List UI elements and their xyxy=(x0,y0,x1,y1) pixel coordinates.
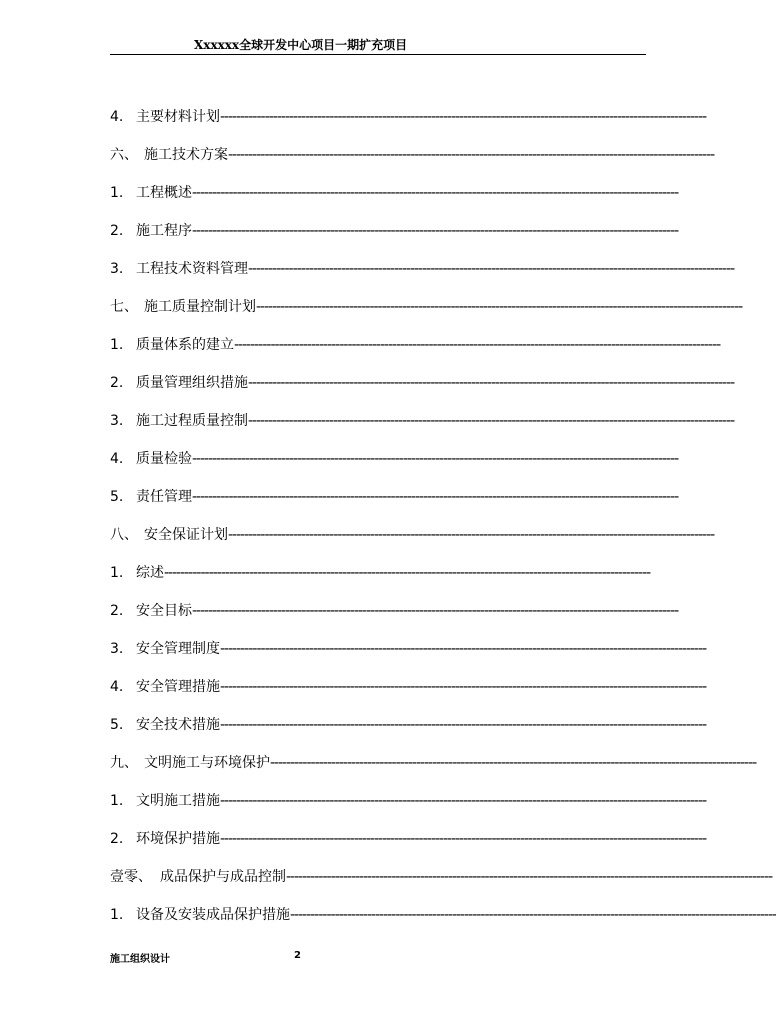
toc-dot-leader: ------------------------------------------------------------------------------------------------------------------------ xyxy=(286,869,773,885)
toc-entry-title: 设备及安装成品保护措施 xyxy=(136,907,290,923)
page-header xyxy=(110,34,646,55)
toc-entry-number: 1. xyxy=(110,907,124,923)
toc-dot-leader: ------------------------------------------------------------------------------------------------------------------------ xyxy=(220,717,707,733)
toc-dot-leader: ------------------------------------------------------------------------------------------------------------------------ xyxy=(220,641,707,657)
page-number: 2 xyxy=(294,950,301,961)
toc-entry-title: 环境保护措施 xyxy=(136,831,220,847)
toc-entry-number: 4. xyxy=(110,109,124,125)
toc-entry-title: 文明施工措施 xyxy=(136,793,220,809)
toc-entry[interactable] xyxy=(110,678,707,716)
document-title: Xxxxxx全球开发中心项目一期扩充项目 xyxy=(194,38,408,52)
toc-entry-number: 4. xyxy=(110,451,124,467)
toc-dot-leader: ------------------------------------------------------------------------------------------------------------------------ xyxy=(228,527,715,543)
toc-dot-leader: ------------------------------------------------------------------------------------------------------------------------ xyxy=(220,679,707,695)
toc-entry-title: 施工过程质量控制 xyxy=(136,413,248,429)
toc-entry-title: 责任管理 xyxy=(136,489,192,505)
toc-entry[interactable] xyxy=(110,526,715,564)
toc-entry-number: 5. xyxy=(110,717,124,733)
toc-entry-title: 施工技术方案 xyxy=(144,147,228,163)
toc-entry-number: 1. xyxy=(110,185,124,201)
toc-entry-number: 六、 xyxy=(110,147,138,163)
toc-entry-number: 3. xyxy=(110,413,124,429)
toc-entry[interactable] xyxy=(110,640,707,678)
toc-entry[interactable] xyxy=(110,336,721,374)
toc-entry-number: 2. xyxy=(110,375,124,391)
table-of-contents xyxy=(110,108,776,944)
toc-dot-leader: ------------------------------------------------------------------------------------------------------------------------ xyxy=(192,223,679,239)
toc-entry[interactable] xyxy=(110,374,735,412)
toc-entry-title: 质量体系的建立 xyxy=(136,337,234,353)
toc-entry[interactable] xyxy=(110,146,715,184)
toc-entry[interactable] xyxy=(110,564,651,602)
toc-entry-number: 2. xyxy=(110,603,124,619)
toc-entry-title: 工程技术资料管理 xyxy=(136,261,248,277)
toc-entry-title: 工程概述 xyxy=(136,185,192,201)
toc-entry[interactable] xyxy=(110,830,707,868)
toc-dot-leader: ------------------------------------------------------------------------------------------------------------------------ xyxy=(270,755,757,771)
toc-entry-title: 质量管理组织措施 xyxy=(136,375,248,391)
toc-entry-number: 九、 xyxy=(110,755,138,771)
toc-entry-number: 1. xyxy=(110,337,124,353)
toc-entry-number: 2. xyxy=(110,831,124,847)
toc-entry-title: 安全目标 xyxy=(136,603,192,619)
toc-entry-number: 4. xyxy=(110,679,124,695)
toc-entry-title: 成品保护与成品控制 xyxy=(160,869,286,885)
toc-entry-number: 5. xyxy=(110,489,124,505)
toc-dot-leader: ------------------------------------------------------------------------------------------------------------------------ xyxy=(192,489,679,505)
toc-dot-leader: ------------------------------------------------------------------------------------------------------------------------ xyxy=(192,603,679,619)
toc-entry[interactable] xyxy=(110,602,679,640)
toc-entry[interactable] xyxy=(110,222,679,260)
toc-entry-title: 质量检验 xyxy=(136,451,192,467)
toc-entry-title: 施工程序 xyxy=(136,223,192,239)
toc-entry-title: 施工质量控制计划 xyxy=(144,299,256,315)
toc-dot-leader: ------------------------------------------------------------------------------------------------------------------------ xyxy=(256,299,743,315)
toc-dot-leader: ------------------------------------------------------------------------------------------------------------------------ xyxy=(220,831,707,847)
toc-dot-leader: ------------------------------------------------------------------------------------------------------------------------ xyxy=(228,147,715,163)
toc-dot-leader: ------------------------------------------------------------------------------------------------------------------------ xyxy=(234,337,721,353)
toc-entry-title: 主要材料计划 xyxy=(136,109,220,125)
toc-entry-title: 综述 xyxy=(136,565,164,581)
toc-entry[interactable] xyxy=(110,260,735,298)
toc-entry[interactable] xyxy=(110,298,743,336)
toc-entry[interactable] xyxy=(110,868,773,906)
toc-entry-number: 八、 xyxy=(110,527,138,543)
toc-entry[interactable] xyxy=(110,450,679,488)
toc-entry-number: 2. xyxy=(110,223,124,239)
toc-entry-number: 3. xyxy=(110,641,124,657)
toc-dot-leader: ------------------------------------------------------------------------------------------------------------------------ xyxy=(248,261,735,277)
toc-entry-title: 安全保证计划 xyxy=(144,527,228,543)
toc-dot-leader: ------------------------------------------------------------------------------------------------------------------------ xyxy=(248,413,735,429)
toc-entry[interactable] xyxy=(110,412,735,450)
toc-entry[interactable] xyxy=(110,488,679,526)
footer-document-type: 施工组织设计 xyxy=(110,954,170,965)
toc-dot-leader: ------------------------------------------------------------------------------------------------------------------------ xyxy=(248,375,735,391)
toc-entry[interactable] xyxy=(110,906,776,944)
toc-entry[interactable] xyxy=(110,716,707,754)
toc-entry[interactable] xyxy=(110,184,679,222)
toc-dot-leader: ------------------------------------------------------------------------------------------------------------------------ xyxy=(164,565,651,581)
toc-dot-leader: ------------------------------------------------------------------------------------------------------------------------ xyxy=(220,109,707,125)
toc-entry-title: 安全管理措施 xyxy=(136,679,220,695)
toc-entry-title: 安全管理制度 xyxy=(136,641,220,657)
toc-dot-leader: ------------------------------------------------------------------------------------------------------------------------ xyxy=(220,793,707,809)
toc-dot-leader: ------------------------------------------------------------------------------------------------------------------------ xyxy=(192,185,679,201)
toc-entry-number: 1. xyxy=(110,565,124,581)
toc-dot-leader: ------------------------------------------------------------------------------------------------------------------------ xyxy=(192,451,679,467)
toc-entry-number: 壹零、 xyxy=(110,869,152,885)
toc-entry-title: 安全技术措施 xyxy=(136,717,220,733)
toc-entry[interactable] xyxy=(110,792,707,830)
toc-entry-title: 文明施工与环境保护 xyxy=(144,755,270,771)
toc-entry-number: 3. xyxy=(110,261,124,277)
toc-entry-number: 1. xyxy=(110,793,124,809)
toc-entry[interactable] xyxy=(110,108,707,146)
toc-entry-number: 七、 xyxy=(110,299,138,315)
toc-entry[interactable] xyxy=(110,754,757,792)
toc-dot-leader: ------------------------------------------------------------------------------------------------------------------------ xyxy=(290,907,776,923)
